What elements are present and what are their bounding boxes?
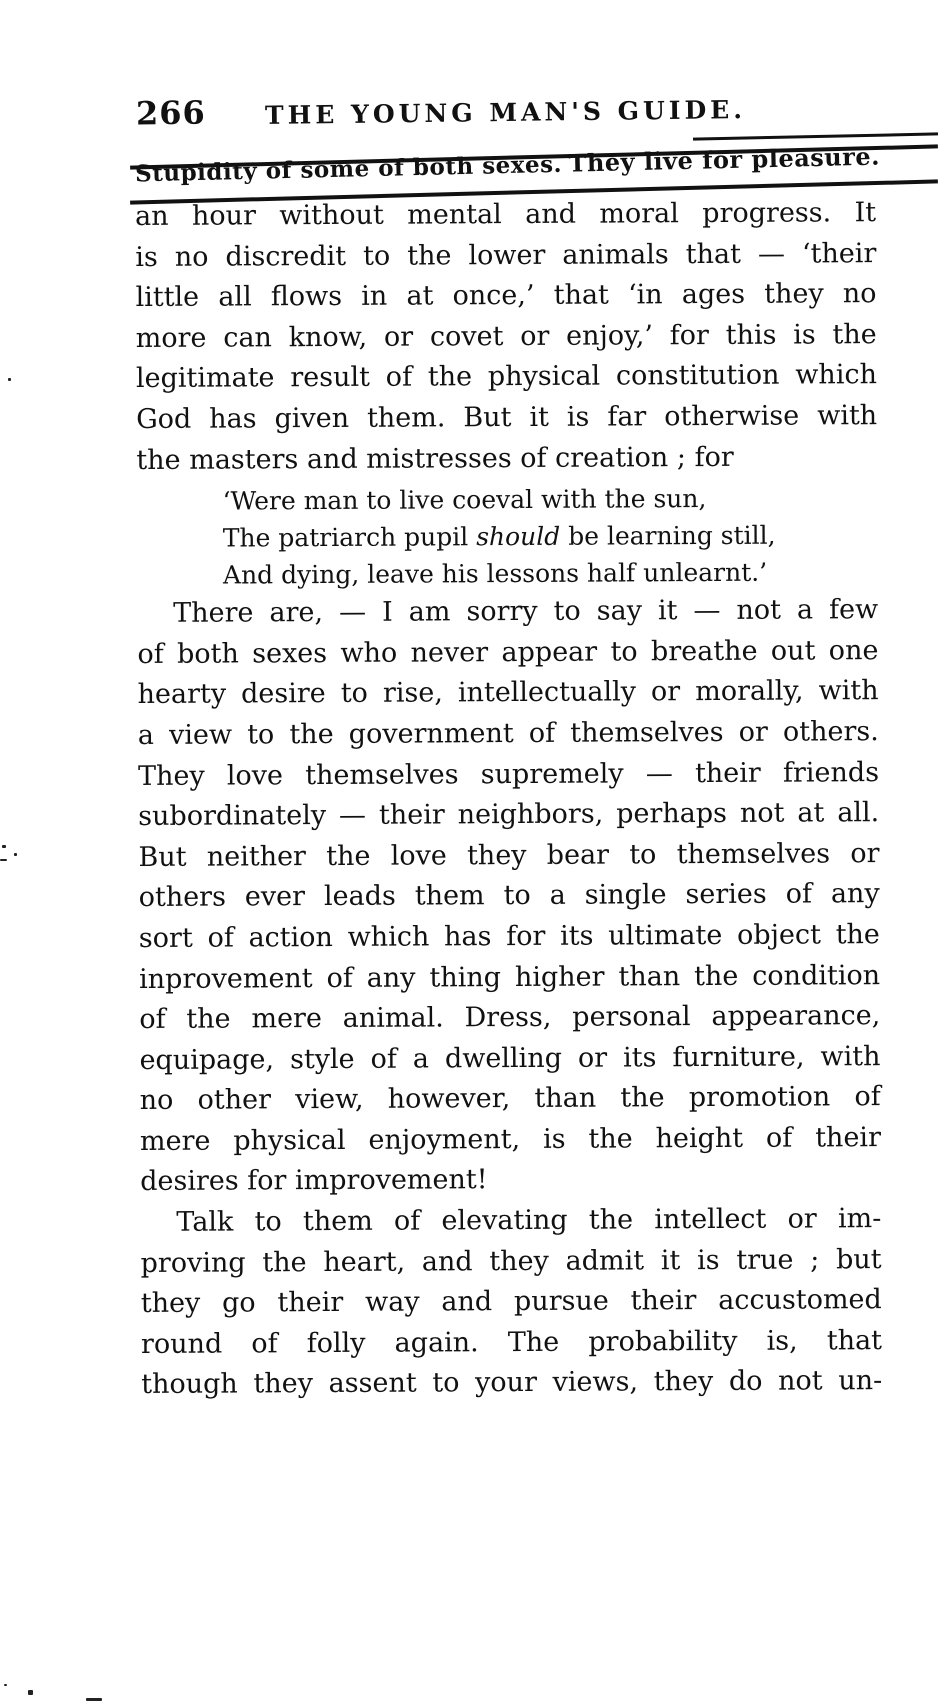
text-line: mere physical enjoyment, is the height of their	[139, 1121, 882, 1157]
text-line: little all flows in at once,’ that ‘in ages they no	[135, 278, 877, 314]
text-line: God has given them. But it is far otherwise with	[136, 400, 878, 435]
text-line: They love themselves supremely — their friends	[137, 756, 880, 792]
text-line: of both sexes who never appear to breathe out one	[137, 634, 879, 670]
text-line: Talk to them of elevating the intellect or im-	[176, 1203, 882, 1238]
text-line: though they assent to your views, they do not un-	[141, 1365, 883, 1401]
text-line: others ever leads them to a single series of any	[138, 878, 880, 914]
poem-line: ‘Were man to live coeval with the sun,	[222, 484, 707, 516]
scan-speck	[28, 1690, 33, 1695]
section-header-right: They live for pleasure.	[568, 141, 881, 178]
scan-speck	[0, 859, 7, 861]
text-line: legitimate result of the physical constitution which	[135, 359, 878, 395]
poem-line: And dying, leave his lessons half unlearnt.’	[222, 557, 768, 590]
paragraph-2	[137, 590, 881, 1203]
text-line: round of folly again. The probability is, that	[140, 1324, 883, 1360]
section-header-left: Stupidity of some of both sexes.	[134, 150, 563, 188]
text-line: an hour without mental and moral progress. It	[135, 197, 877, 232]
text-line: more can know, or covet or enjoy,’ for this is the	[135, 318, 877, 354]
text-line: sort of action which has for its ultimate object the	[138, 919, 880, 954]
text-line: of the mere animal. Dress, personal appearance,	[139, 1000, 881, 1036]
text-line: they go their way and pursue their accustomed	[140, 1284, 882, 1320]
header-rule-fragment	[693, 132, 938, 140]
paragraph-3	[140, 1199, 882, 1406]
poem-line-2-italic-word: should	[476, 521, 561, 552]
text-line: no other view, however, than the promotion of	[139, 1081, 881, 1117]
text-line: desires for improvement!	[140, 1164, 488, 1198]
scan-speck	[4, 1684, 7, 1686]
section-header-row	[135, 142, 880, 188]
page-body	[135, 193, 882, 1406]
text-line: the masters and mistresses of creation ; for	[136, 441, 734, 476]
scan-speck	[8, 378, 11, 381]
poem-line-2-post: be learning still,	[560, 520, 776, 551]
text-line: a view to the government of themselves or others.	[137, 716, 879, 751]
text-line: hearty desire to rise, intellectually or morally, with	[137, 675, 879, 711]
scan-speck	[86, 1698, 102, 1701]
poem-line	[223, 516, 878, 556]
paragraph-1	[135, 193, 877, 481]
running-title: THE YOUNG MAN'S GUIDE.	[264, 95, 747, 130]
text-line: subordinately — their neighbors, perhaps not at all.	[138, 797, 880, 833]
text-line: is no discredit to the lower animals that — ‘their	[135, 237, 877, 273]
poem-line-2-pre: The patriarch pupil	[222, 522, 477, 553]
scan-speck	[14, 853, 17, 856]
text-line: inprovement of any thing higher than the condition	[139, 959, 881, 995]
text-line: proving the heart, and they admit it is true ; but	[140, 1243, 882, 1279]
text-line: There are, — I am sorry to say it — not a few	[173, 594, 879, 629]
page-number: 266	[135, 93, 207, 133]
text-line: But neither the love they bear to themselves or	[138, 837, 880, 873]
text-line: equipage, style of a dwelling or its furniture, with	[139, 1040, 881, 1076]
scan-speck	[2, 845, 6, 848]
poem-extract	[222, 479, 878, 593]
